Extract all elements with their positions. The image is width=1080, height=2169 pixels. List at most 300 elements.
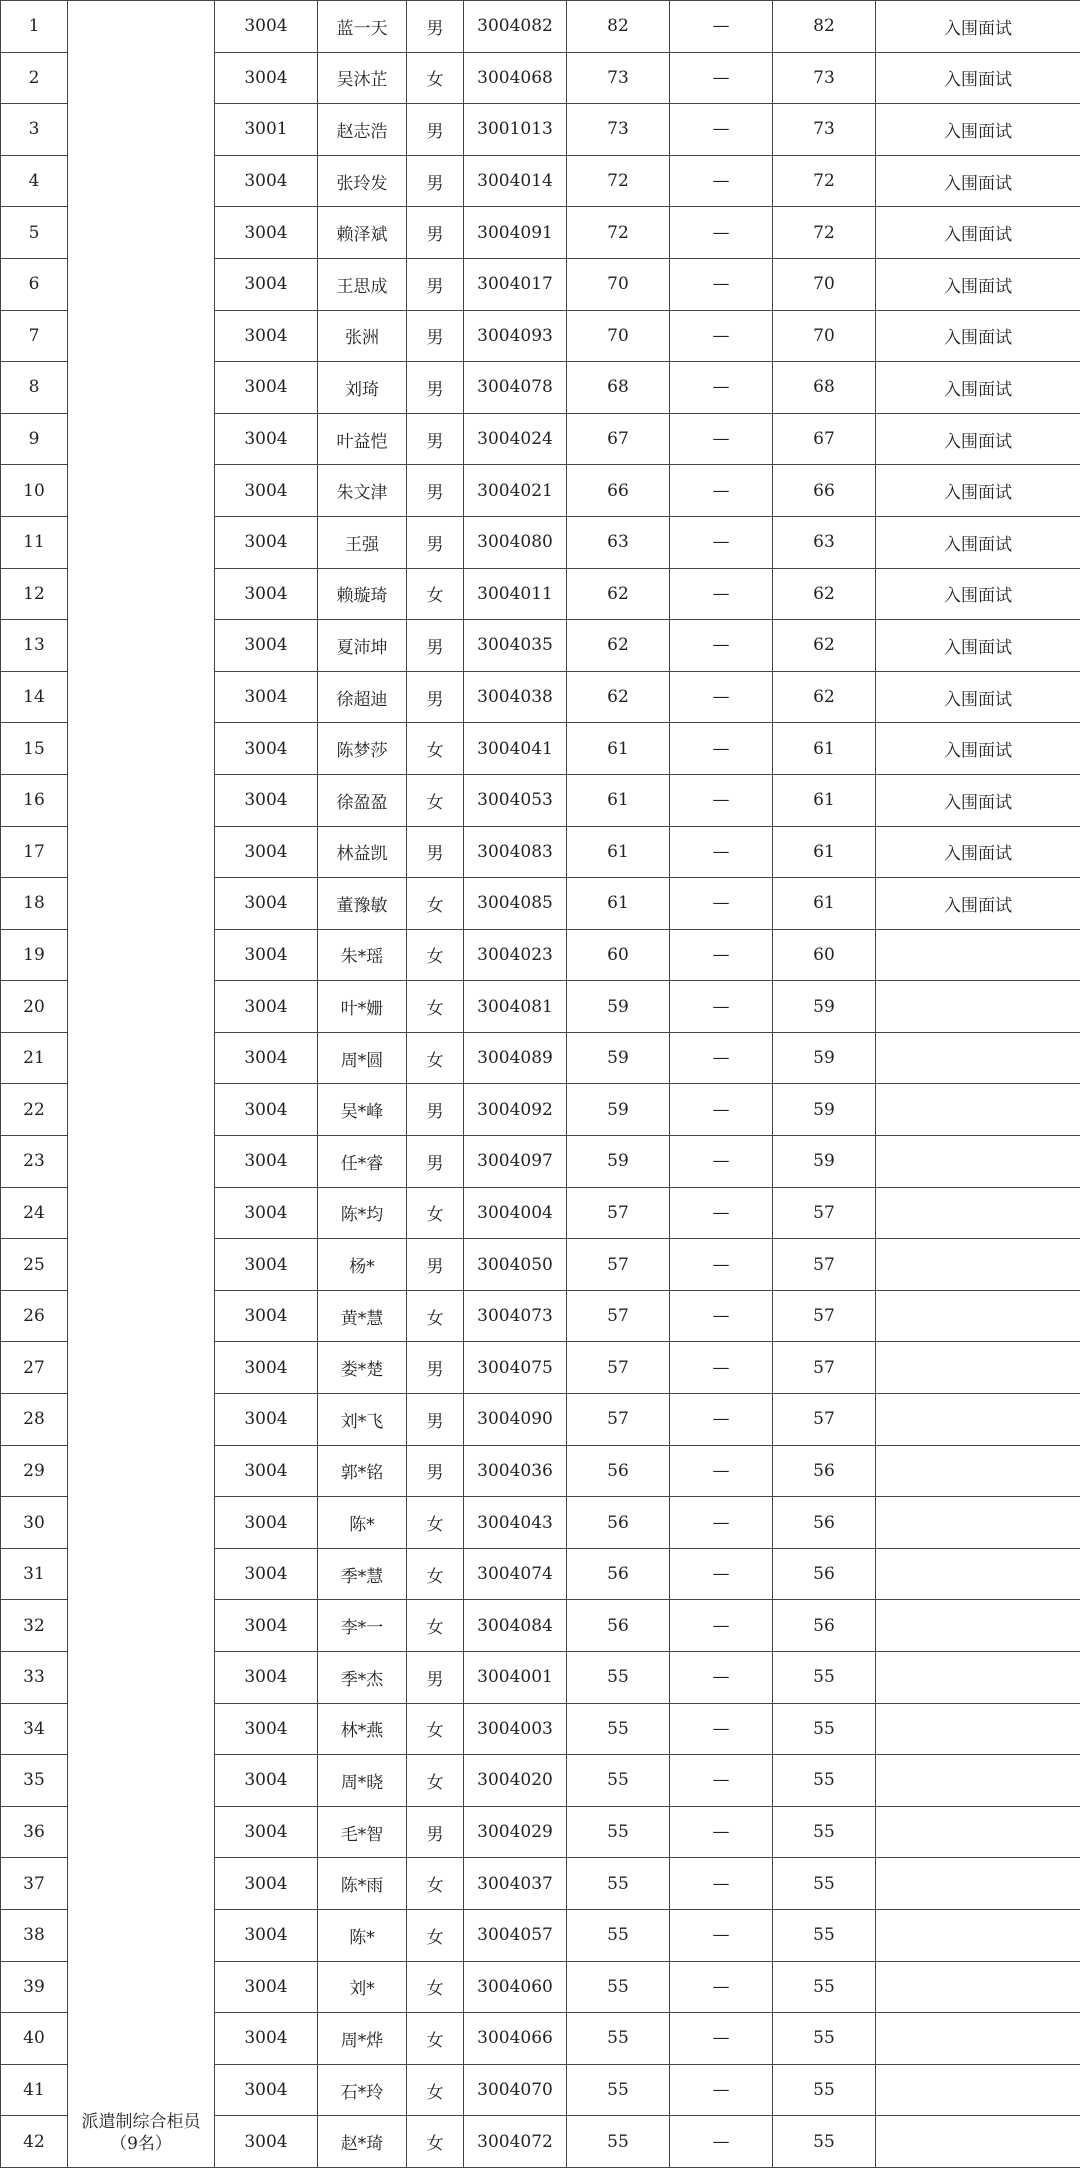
row-number-cell: 17 (1, 826, 68, 878)
candidate-name-cell: 张玲发 (318, 155, 407, 207)
bonus-points-cell: — (670, 774, 773, 826)
written-score-cell: 68 (567, 362, 670, 414)
candidate-name-cell: 林益凯 (318, 826, 407, 878)
total-score-cell: 55 (773, 2013, 876, 2065)
total-score-cell: 73 (773, 52, 876, 104)
result-status-cell: 入围面试 (876, 310, 1080, 362)
bonus-points-cell: — (670, 310, 773, 362)
candidate-name-cell: 赵*琦 (318, 2116, 407, 2168)
ticket-number-cell: 3004085 (464, 878, 567, 930)
written-score-cell: 56 (567, 1497, 670, 1549)
total-score-cell: 57 (773, 1290, 876, 1342)
row-number-cell: 5 (1, 207, 68, 259)
position-code-cell: 3004 (215, 1548, 318, 1600)
result-status-cell (876, 1961, 1080, 2013)
row-number-cell: 6 (1, 258, 68, 310)
total-score-cell: 56 (773, 1497, 876, 1549)
bonus-points-cell: — (670, 826, 773, 878)
gender-cell: 女 (407, 1755, 464, 1807)
result-status-cell: 入围面试 (876, 620, 1080, 672)
ticket-number-cell: 3004023 (464, 929, 567, 981)
result-status-cell (876, 1445, 1080, 1497)
bonus-points-cell: — (670, 1600, 773, 1652)
candidate-name-cell: 王思成 (318, 258, 407, 310)
result-status-cell: 入围面试 (876, 258, 1080, 310)
position-code-cell: 3004 (215, 1136, 318, 1188)
result-status-cell: 入围面试 (876, 52, 1080, 104)
position-code-cell: 3004 (215, 1652, 318, 1704)
ticket-number-cell: 3004057 (464, 1909, 567, 1961)
candidate-name-cell: 叶*姗 (318, 981, 407, 1033)
position-code-cell: 3004 (215, 929, 318, 981)
row-number-cell: 41 (1, 2064, 68, 2116)
gender-cell: 女 (407, 1497, 464, 1549)
candidate-name-cell: 夏沛坤 (318, 620, 407, 672)
position-code-cell: 3001 (215, 104, 318, 156)
gender-cell: 男 (407, 1136, 464, 1188)
ticket-number-cell: 3004036 (464, 1445, 567, 1497)
row-number-cell: 14 (1, 671, 68, 723)
written-score-cell: 57 (567, 1239, 670, 1291)
written-score-cell: 56 (567, 1548, 670, 1600)
written-score-cell: 59 (567, 1136, 670, 1188)
gender-cell: 女 (407, 1290, 464, 1342)
total-score-cell: 57 (773, 1342, 876, 1394)
written-score-cell: 62 (567, 568, 670, 620)
position-code-cell: 3004 (215, 568, 318, 620)
gender-cell: 男 (407, 1445, 464, 1497)
bonus-points-cell: — (670, 1909, 773, 1961)
written-score-cell: 82 (567, 1, 670, 53)
position-code-cell: 3004 (215, 1239, 318, 1291)
result-status-cell (876, 1342, 1080, 1394)
position-code-cell: 3004 (215, 723, 318, 775)
gender-cell: 女 (407, 568, 464, 620)
candidate-name-cell: 叶益恺 (318, 413, 407, 465)
gender-cell: 女 (407, 1703, 464, 1755)
result-status-cell (876, 1187, 1080, 1239)
candidate-name-cell: 季*慧 (318, 1548, 407, 1600)
gender-cell: 女 (407, 1858, 464, 1910)
bonus-points-cell: — (670, 1806, 773, 1858)
ticket-number-cell: 3004070 (464, 2064, 567, 2116)
ticket-number-cell: 3004035 (464, 620, 567, 672)
result-status-cell (876, 1600, 1080, 1652)
result-status-cell: 入围面试 (876, 774, 1080, 826)
row-number-cell: 10 (1, 465, 68, 517)
gender-cell: 女 (407, 1600, 464, 1652)
candidate-name-cell: 石*玲 (318, 2064, 407, 2116)
ticket-number-cell: 3004011 (464, 568, 567, 620)
written-score-cell: 57 (567, 1394, 670, 1446)
result-status-cell (876, 1497, 1080, 1549)
position-code-cell: 3004 (215, 465, 318, 517)
row-number-cell: 22 (1, 1084, 68, 1136)
bonus-points-cell: — (670, 1084, 773, 1136)
written-score-cell: 67 (567, 413, 670, 465)
result-status-cell (876, 1909, 1080, 1961)
result-status-cell: 入围面试 (876, 362, 1080, 414)
candidate-name-cell: 陈* (318, 1909, 407, 1961)
candidate-name-cell: 黄*慧 (318, 1290, 407, 1342)
bonus-points-cell: — (670, 1858, 773, 1910)
candidate-name-cell: 张洲 (318, 310, 407, 362)
candidate-name-cell: 王强 (318, 516, 407, 568)
ticket-number-cell: 3004080 (464, 516, 567, 568)
result-status-cell (876, 1703, 1080, 1755)
row-number-cell: 12 (1, 568, 68, 620)
gender-cell: 女 (407, 1909, 464, 1961)
written-score-cell: 72 (567, 207, 670, 259)
position-code-cell: 3004 (215, 1497, 318, 1549)
written-score-cell: 55 (567, 1755, 670, 1807)
gender-cell: 女 (407, 878, 464, 930)
position-code-cell: 3004 (215, 2013, 318, 2065)
bonus-points-cell: — (670, 362, 773, 414)
candidate-name-cell: 徐超迪 (318, 671, 407, 723)
gender-cell: 男 (407, 1342, 464, 1394)
total-score-cell: 55 (773, 1858, 876, 1910)
total-score-cell: 62 (773, 671, 876, 723)
candidate-name-cell: 朱*瑶 (318, 929, 407, 981)
row-number-cell: 38 (1, 1909, 68, 1961)
ticket-number-cell: 3004004 (464, 1187, 567, 1239)
total-score-cell: 57 (773, 1394, 876, 1446)
written-score-cell: 55 (567, 1961, 670, 2013)
position-name: 派遣制综合柜员 (81, 2111, 201, 2132)
table-body (1, 1, 1080, 2168)
candidate-name-cell: 陈梦莎 (318, 723, 407, 775)
position-code-cell: 3004 (215, 516, 318, 568)
bonus-points-cell: — (670, 568, 773, 620)
written-score-cell: 55 (567, 2116, 670, 2168)
candidate-name-cell: 赖泽斌 (318, 207, 407, 259)
position-code-cell: 3004 (215, 1600, 318, 1652)
gender-cell: 女 (407, 929, 464, 981)
result-status-cell (876, 1652, 1080, 1704)
gender-cell: 女 (407, 2013, 464, 2065)
gender-cell: 男 (407, 155, 464, 207)
bonus-points-cell: — (670, 1136, 773, 1188)
position-code-cell: 3004 (215, 1961, 318, 2013)
result-status-cell (876, 1290, 1080, 1342)
ticket-number-cell: 3004074 (464, 1548, 567, 1600)
total-score-cell: 61 (773, 723, 876, 775)
written-score-cell: 57 (567, 1290, 670, 1342)
gender-cell: 女 (407, 52, 464, 104)
written-score-cell: 59 (567, 1032, 670, 1084)
written-score-cell: 70 (567, 258, 670, 310)
total-score-cell: 56 (773, 1445, 876, 1497)
candidate-name-cell: 林*燕 (318, 1703, 407, 1755)
candidate-name-cell: 蓝一天 (318, 1, 407, 53)
written-score-cell: 56 (567, 1445, 670, 1497)
candidate-name-cell: 郭*铭 (318, 1445, 407, 1497)
position-code-cell: 3004 (215, 1187, 318, 1239)
ticket-number-cell: 3004092 (464, 1084, 567, 1136)
ticket-number-cell: 3004093 (464, 310, 567, 362)
row-number-cell: 19 (1, 929, 68, 981)
bonus-points-cell: — (670, 516, 773, 568)
row-number-cell: 25 (1, 1239, 68, 1291)
result-status-cell (876, 1394, 1080, 1446)
total-score-cell: 68 (773, 362, 876, 414)
result-status-cell: 入围面试 (876, 1, 1080, 53)
candidate-name-cell: 吴*峰 (318, 1084, 407, 1136)
bonus-points-cell: — (670, 52, 773, 104)
ticket-number-cell: 3004078 (464, 362, 567, 414)
candidate-name-cell: 陈*均 (318, 1187, 407, 1239)
bonus-points-cell: — (670, 2116, 773, 2168)
row-number-cell: 8 (1, 362, 68, 414)
position-cell (68, 1, 215, 2168)
position-code-cell: 3004 (215, 620, 318, 672)
bonus-points-cell: — (670, 155, 773, 207)
gender-cell: 男 (407, 104, 464, 156)
bonus-points-cell: — (670, 1652, 773, 1704)
ticket-number-cell: 3004024 (464, 413, 567, 465)
written-score-cell: 62 (567, 620, 670, 672)
ticket-number-cell: 3001013 (464, 104, 567, 156)
result-status-cell (876, 1755, 1080, 1807)
row-number-cell: 29 (1, 1445, 68, 1497)
bonus-points-cell: — (670, 2064, 773, 2116)
row-number-cell: 1 (1, 1, 68, 53)
total-score-cell: 59 (773, 981, 876, 1033)
position-code-cell: 3004 (215, 1909, 318, 1961)
position-code-cell: 3004 (215, 2116, 318, 2168)
total-score-cell: 57 (773, 1187, 876, 1239)
gender-cell: 男 (407, 258, 464, 310)
total-score-cell: 55 (773, 1755, 876, 1807)
total-score-cell: 72 (773, 207, 876, 259)
row-number-cell: 35 (1, 1755, 68, 1807)
position-code-cell: 3004 (215, 207, 318, 259)
total-score-cell: 59 (773, 1084, 876, 1136)
result-status-cell (876, 1548, 1080, 1600)
bonus-points-cell: — (670, 723, 773, 775)
row-number-cell: 30 (1, 1497, 68, 1549)
candidate-name-cell: 陈* (318, 1497, 407, 1549)
ticket-number-cell: 3004050 (464, 1239, 567, 1291)
written-score-cell: 56 (567, 1600, 670, 1652)
written-score-cell: 66 (567, 465, 670, 517)
bonus-points-cell: — (670, 620, 773, 672)
gender-cell: 男 (407, 826, 464, 878)
gender-cell: 男 (407, 310, 464, 362)
bonus-points-cell: — (670, 1342, 773, 1394)
ticket-number-cell: 3004073 (464, 1290, 567, 1342)
candidate-name-cell: 董豫敏 (318, 878, 407, 930)
position-code-cell: 3004 (215, 1084, 318, 1136)
gender-cell: 男 (407, 1652, 464, 1704)
position-code-cell: 3004 (215, 774, 318, 826)
gender-cell: 女 (407, 981, 464, 1033)
row-number-cell: 42 (1, 2116, 68, 2168)
result-status-cell: 入围面试 (876, 155, 1080, 207)
ticket-number-cell: 3004053 (464, 774, 567, 826)
result-status-cell: 入围面试 (876, 568, 1080, 620)
total-score-cell: 57 (773, 1239, 876, 1291)
bonus-points-cell: — (670, 2013, 773, 2065)
total-score-cell: 59 (773, 1136, 876, 1188)
bonus-points-cell: — (670, 878, 773, 930)
written-score-cell: 57 (567, 1187, 670, 1239)
gender-cell: 男 (407, 1806, 464, 1858)
result-status-cell (876, 1032, 1080, 1084)
row-number-cell: 18 (1, 878, 68, 930)
bonus-points-cell: — (670, 981, 773, 1033)
table-row (1, 1, 1080, 53)
position-code-cell: 3004 (215, 1755, 318, 1807)
total-score-cell: 62 (773, 568, 876, 620)
ticket-number-cell: 3004043 (464, 1497, 567, 1549)
position-code-cell: 3004 (215, 1394, 318, 1446)
total-score-cell: 66 (773, 465, 876, 517)
result-status-cell: 入围面试 (876, 671, 1080, 723)
gender-cell: 女 (407, 1961, 464, 2013)
position-code-cell: 3004 (215, 1290, 318, 1342)
position-code-cell: 3004 (215, 981, 318, 1033)
written-score-cell: 62 (567, 671, 670, 723)
bonus-points-cell: — (670, 671, 773, 723)
position-code-cell: 3004 (215, 1445, 318, 1497)
row-number-cell: 32 (1, 1600, 68, 1652)
bonus-points-cell: — (670, 1703, 773, 1755)
bonus-points-cell: — (670, 1497, 773, 1549)
written-score-cell: 72 (567, 155, 670, 207)
total-score-cell: 61 (773, 774, 876, 826)
position-code-cell: 3004 (215, 310, 318, 362)
result-status-cell (876, 2116, 1080, 2168)
total-score-cell: 82 (773, 1, 876, 53)
bonus-points-cell: — (670, 1394, 773, 1446)
ticket-number-cell: 3004090 (464, 1394, 567, 1446)
result-status-cell: 入围面试 (876, 723, 1080, 775)
candidate-name-cell: 毛*智 (318, 1806, 407, 1858)
written-score-cell: 70 (567, 310, 670, 362)
gender-cell: 男 (407, 413, 464, 465)
total-score-cell: 73 (773, 104, 876, 156)
bonus-points-cell: — (670, 1755, 773, 1807)
row-number-cell: 7 (1, 310, 68, 362)
gender-cell: 女 (407, 1032, 464, 1084)
ticket-number-cell: 3004084 (464, 1600, 567, 1652)
candidate-name-cell: 朱文津 (318, 465, 407, 517)
result-status-cell: 入围面试 (876, 826, 1080, 878)
candidate-name-cell: 赖璇琦 (318, 568, 407, 620)
ticket-number-cell: 3004091 (464, 207, 567, 259)
gender-cell: 男 (407, 1394, 464, 1446)
ticket-number-cell: 3004089 (464, 1032, 567, 1084)
bonus-points-cell: — (670, 1548, 773, 1600)
ticket-number-cell: 3004029 (464, 1806, 567, 1858)
row-number-cell: 39 (1, 1961, 68, 2013)
gender-cell: 男 (407, 516, 464, 568)
result-status-cell (876, 1136, 1080, 1188)
candidate-name-cell: 赵志浩 (318, 104, 407, 156)
total-score-cell: 59 (773, 1032, 876, 1084)
position-code-cell: 3004 (215, 1806, 318, 1858)
gender-cell: 女 (407, 774, 464, 826)
result-status-cell (876, 1239, 1080, 1291)
result-status-cell: 入围面试 (876, 878, 1080, 930)
ticket-number-cell: 3004075 (464, 1342, 567, 1394)
result-status-cell (876, 1084, 1080, 1136)
position-code-cell: 3004 (215, 155, 318, 207)
bonus-points-cell: — (670, 413, 773, 465)
written-score-cell: 57 (567, 1342, 670, 1394)
gender-cell: 男 (407, 1084, 464, 1136)
result-status-cell: 入围面试 (876, 207, 1080, 259)
total-score-cell: 56 (773, 1600, 876, 1652)
total-score-cell: 55 (773, 1652, 876, 1704)
candidate-name-cell: 周*晓 (318, 1755, 407, 1807)
row-number-cell: 13 (1, 620, 68, 672)
row-number-cell: 15 (1, 723, 68, 775)
position-code-cell: 3004 (215, 413, 318, 465)
row-number-cell: 36 (1, 1806, 68, 1858)
position-code-cell: 3004 (215, 1342, 318, 1394)
ticket-number-cell: 3004003 (464, 1703, 567, 1755)
bonus-points-cell: — (670, 1961, 773, 2013)
position-code-cell: 3004 (215, 878, 318, 930)
total-score-cell: 70 (773, 258, 876, 310)
position-code-cell: 3004 (215, 826, 318, 878)
total-score-cell: 62 (773, 620, 876, 672)
row-number-cell: 33 (1, 1652, 68, 1704)
ticket-number-cell: 3004083 (464, 826, 567, 878)
written-score-cell: 59 (567, 1084, 670, 1136)
ticket-number-cell: 3004014 (464, 155, 567, 207)
total-score-cell: 55 (773, 2064, 876, 2116)
total-score-cell: 55 (773, 2116, 876, 2168)
bonus-points-cell: — (670, 1290, 773, 1342)
written-score-cell: 55 (567, 2064, 670, 2116)
ticket-number-cell: 3004068 (464, 52, 567, 104)
written-score-cell: 73 (567, 104, 670, 156)
row-number-cell: 21 (1, 1032, 68, 1084)
gender-cell: 男 (407, 1239, 464, 1291)
gender-cell: 男 (407, 207, 464, 259)
ticket-number-cell: 3004066 (464, 2013, 567, 2065)
ticket-number-cell: 3004038 (464, 671, 567, 723)
total-score-cell: 70 (773, 310, 876, 362)
candidate-name-cell: 任*睿 (318, 1136, 407, 1188)
ticket-number-cell: 3004041 (464, 723, 567, 775)
gender-cell: 男 (407, 362, 464, 414)
row-number-cell: 27 (1, 1342, 68, 1394)
candidate-name-cell: 刘* (318, 1961, 407, 2013)
candidate-name-cell: 刘*飞 (318, 1394, 407, 1446)
result-status-cell (876, 1806, 1080, 1858)
bonus-points-cell: — (670, 465, 773, 517)
written-score-cell: 73 (567, 52, 670, 104)
candidate-name-cell: 李*一 (318, 1600, 407, 1652)
ticket-number-cell: 3004017 (464, 258, 567, 310)
total-score-cell: 55 (773, 1961, 876, 2013)
ticket-number-cell: 3004081 (464, 981, 567, 1033)
gender-cell: 男 (407, 620, 464, 672)
written-score-cell: 61 (567, 723, 670, 775)
written-score-cell: 55 (567, 1806, 670, 1858)
written-score-cell: 59 (567, 981, 670, 1033)
result-status-cell (876, 929, 1080, 981)
ticket-number-cell: 3004072 (464, 2116, 567, 2168)
written-score-cell: 63 (567, 516, 670, 568)
bonus-points-cell: — (670, 1187, 773, 1239)
total-score-cell: 72 (773, 155, 876, 207)
